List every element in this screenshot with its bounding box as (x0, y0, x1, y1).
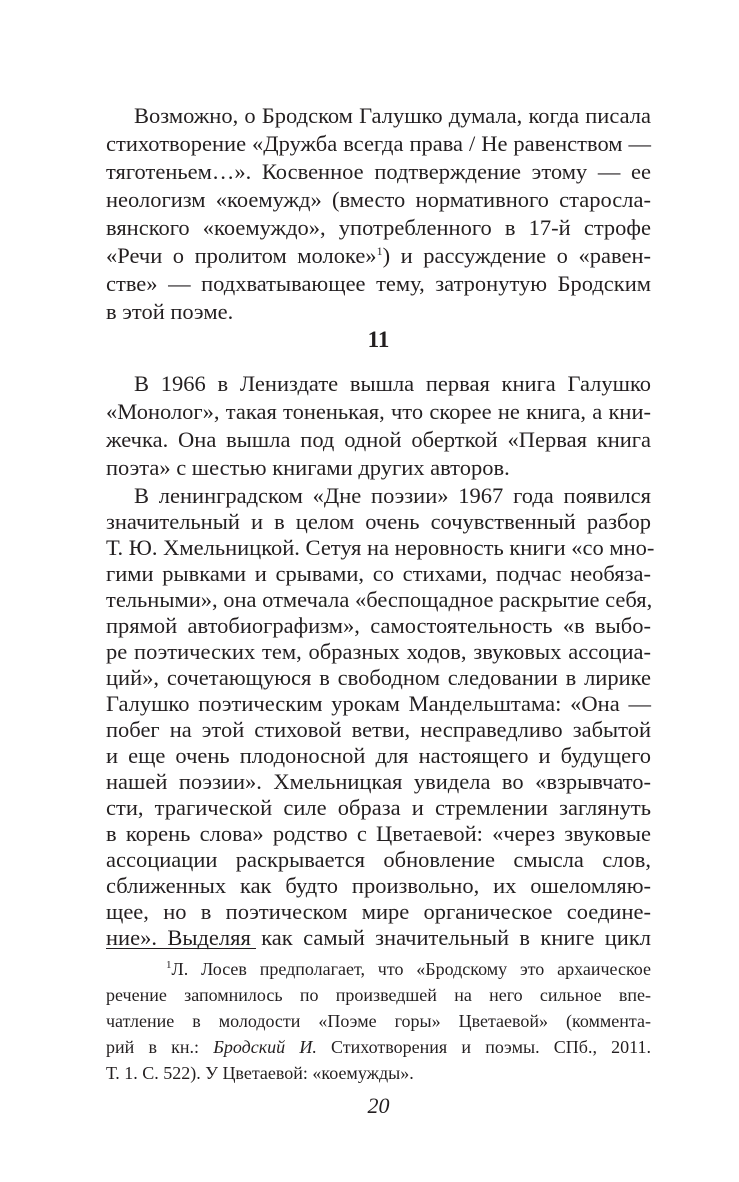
footnote-marker: 1 (166, 959, 172, 971)
text-line: Т. Ю. Хмельницкой. Сетуя на неровность книги «со мно- (106, 535, 655, 560)
text-line: В ленинградском «Дне поэзии» 1967 года появился (134, 483, 651, 508)
text-fragment: Л. Лосев предполагает, что «Бродскому это архаическое (171, 959, 651, 979)
text-line: тельными», она отмечала «беспощадное раскрытие себя, (106, 587, 653, 612)
text-fragment: ) и рассуждение о «равен- (382, 243, 651, 268)
text-line: значительный и в целом очень сочувственный разбор (106, 509, 651, 534)
text-line: неологизм «коемужд» (вместо нормативного старосла- (106, 187, 651, 212)
text-line: жечка. Она вышла под одной оберткой «Первая книга (106, 427, 651, 452)
text-line: в корень слова» родство с Цветаевой: «через звуковые (106, 821, 651, 846)
text-line: «Монолог», такая тоненькая, что скорее не книга, а кни- (106, 399, 651, 424)
text-line: Галушко поэтическим урокам Мандельштама: «Она — (106, 691, 651, 716)
text-fragment: Стихотворения и поэмы. СПб., 2011. (316, 1037, 651, 1057)
text-line: ре поэтических тем, образных ходов, звуковых ассоциа- (106, 639, 651, 664)
footnote-line (106, 1034, 651, 1060)
text-line: ассоциации раскрывается обновление смысла слов, (106, 847, 651, 872)
text-line: гими рывками и срывами, со стихами, подчас необяза- (106, 561, 651, 586)
footnote-line: чатление в молодости «Поэме горы» Цветаевой» (коммента- (106, 1011, 651, 1031)
text-line: тяготеньем…». Косвенное подтверждение этому — ее (106, 159, 651, 184)
text-line: ние». Выделяя как самый значительный в книге цикл (106, 925, 651, 950)
text-line (106, 242, 651, 270)
text-line: прямой автобиографизм», самостоятельность «в выбо- (106, 613, 651, 638)
footnote-line: речение запомнилось по произведшей на него сильное впе- (106, 985, 651, 1005)
text-fragment: «Речи о пролитом молоке» (106, 243, 377, 268)
text-line: сти, трагической силе образа и стремлении заглянуть (106, 795, 651, 820)
text-line: поэта» с шестью книгами других авторов. (106, 455, 510, 480)
footnote-separator (106, 948, 256, 949)
section-number: 11 (367, 327, 390, 352)
text-line: стве» — подхватывающее тему, затронутую Бродским (106, 271, 651, 296)
footnote-line (166, 956, 651, 982)
text-line: сближенных как будто произвольно, их ошеломляю- (106, 873, 651, 898)
text-line: побег на этой стиховой ветви, несправедливо забытой (106, 717, 651, 742)
text-line: ций», сочетающуюся в свободном следовании в лирике (106, 665, 651, 690)
text-line: В 1966 в Лениздате вышла первая книга Галушко (134, 371, 651, 396)
footnote-line: Т. 1. С. 522). У Цветаевой: «коемужды». (106, 1063, 414, 1083)
text-line: щее, но в поэтическом мире органическое соедине- (106, 899, 651, 924)
page-number: 20 (367, 1093, 390, 1118)
text-line: вянского «коемуждо», употребленного в 17-й строфе (106, 215, 651, 240)
text-line: в этой поэме. (106, 299, 234, 324)
text-line: Возможно, о Бродском Галушко думала, когда писала (134, 103, 651, 128)
citation-author: Бродский И. (213, 1037, 317, 1057)
text-line: нашей поэзии». Хмельницкая увидела во «взрывчато- (106, 769, 651, 794)
text-line: и еще очень плодоносной для настоящего и будущего (106, 743, 651, 768)
text-line: стихотворение «Дружба всегда права / Не равенством — (106, 131, 651, 156)
footnote-reference: 1 (376, 244, 383, 258)
text-fragment: рий в кн.: (106, 1037, 214, 1057)
